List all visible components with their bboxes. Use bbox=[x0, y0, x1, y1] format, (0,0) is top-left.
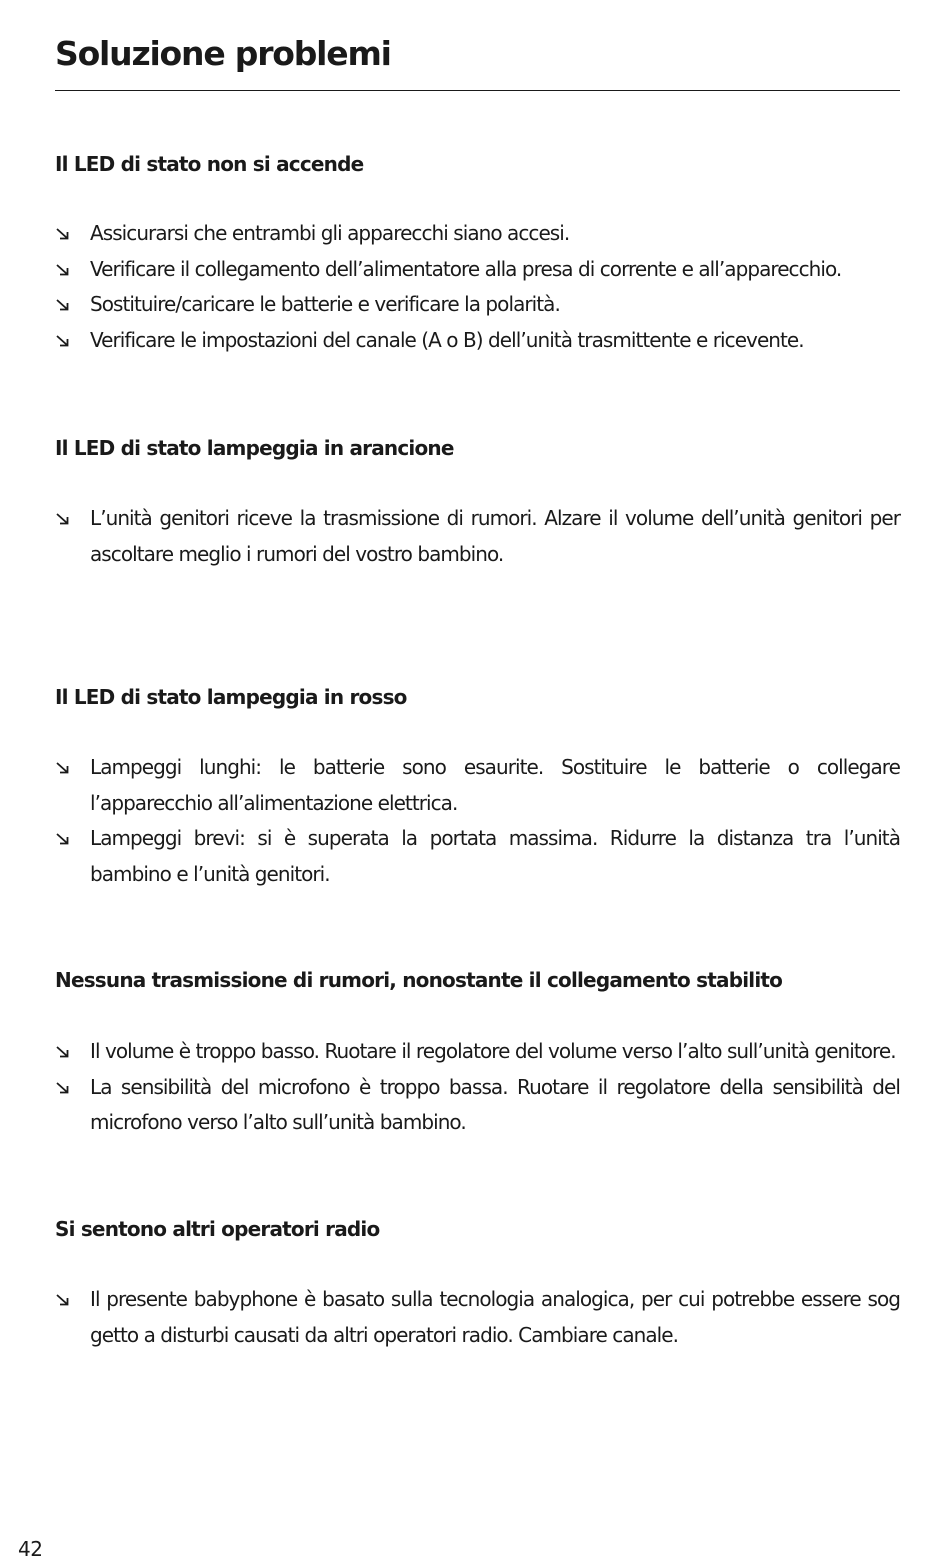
list-item-text: Lampeggi brevi: si è superata la portata massima. Ridurre la distanza tra l’unità bambino e l’unità genitori. bbox=[90, 826, 900, 886]
arrow-down-right-icon bbox=[55, 323, 79, 359]
list-item bbox=[55, 821, 900, 892]
section-list-other-radio bbox=[55, 1282, 900, 1353]
section-heading-led-red: Il LED di stato lampeggia in rosso bbox=[55, 685, 407, 709]
arrow-down-right-icon bbox=[55, 1282, 79, 1318]
list-item bbox=[55, 750, 900, 821]
list-item bbox=[55, 287, 900, 323]
list-item-text: Lampeggi lunghi: le batterie sono esaurite. Sostituire le batterie o collegare l’apparecchio all’alimentazione elettrica. bbox=[90, 755, 900, 815]
arrow-down-right-icon bbox=[55, 750, 79, 786]
list-item-text: Sostituire/caricare le batterie e verificare la polarità. bbox=[90, 292, 560, 316]
section-heading-no-sound: Nessuna trasmissione di rumori, nonostante il collegamento stabilito bbox=[55, 968, 783, 992]
list-item bbox=[55, 1282, 900, 1353]
arrow-down-right-icon bbox=[55, 1034, 79, 1070]
section-list-led-red bbox=[55, 750, 900, 892]
list-item bbox=[55, 501, 900, 572]
section-list-led-off bbox=[55, 216, 900, 358]
list-item-text: Il volume è troppo basso. Ruotare il regolatore del volume verso l’alto sull’unità genitore. bbox=[90, 1039, 896, 1063]
list-item bbox=[55, 252, 900, 288]
title-divider bbox=[55, 90, 900, 91]
arrow-down-right-icon bbox=[55, 1070, 79, 1106]
section-heading-led-off: Il LED di stato non si accende bbox=[55, 152, 364, 176]
list-item bbox=[55, 323, 900, 359]
list-item-text: Assicurarsi che entrambi gli apparecchi siano accesi. bbox=[90, 221, 570, 245]
list-item bbox=[55, 216, 900, 252]
list-item-text: Verificare le impostazioni del canale (A o B) dell’unità trasmittente e ricevente. bbox=[90, 327, 804, 352]
arrow-down-right-icon bbox=[55, 821, 79, 857]
list-item-text: La sensibilità del microfono è troppo bassa. Ruotare il regolatore della sensibilità del microfono verso l’alto sull’unità bambino. bbox=[90, 1074, 900, 1134]
section-list-no-sound bbox=[55, 1034, 900, 1141]
list-item-text: Verificare il collegamento dell’alimentatore alla presa di corrente e all’apparecchio. bbox=[90, 256, 842, 281]
arrow-down-right-icon bbox=[55, 501, 79, 537]
section-heading-other-radio: Si sentono altri operatori radio bbox=[55, 1217, 380, 1241]
page-title: Soluzione problemi bbox=[55, 34, 391, 73]
arrow-down-right-icon bbox=[55, 216, 79, 252]
section-list-led-orange bbox=[55, 501, 900, 572]
list-item-text: L’unità genitori riceve la trasmissione di rumori. Alzare il volume dell’unità genitori per ascoltare meglio i rumori del vostro bambino. bbox=[90, 506, 900, 566]
list-item bbox=[55, 1034, 900, 1070]
list-item bbox=[55, 1070, 900, 1141]
section-heading-led-orange: Il LED di stato lampeggia in arancione bbox=[55, 436, 454, 460]
list-item-text: Il presente babyphone è basato sulla tecnologia analogica, per cui potrebbe essere sog getto a disturbi causati da altri operatori radio. Cambiare canale. bbox=[90, 1287, 900, 1347]
arrow-down-right-icon bbox=[55, 287, 79, 323]
arrow-down-right-icon bbox=[55, 252, 79, 288]
page-number: 42 bbox=[18, 1537, 43, 1561]
